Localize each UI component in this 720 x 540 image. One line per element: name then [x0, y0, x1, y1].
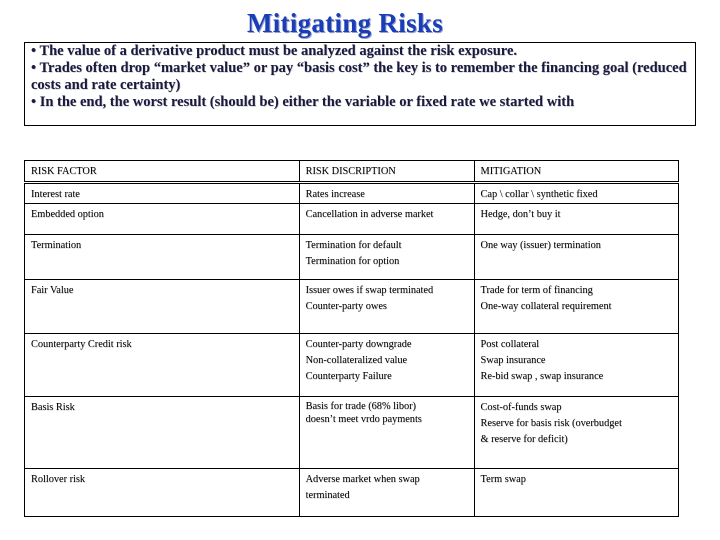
mitigation-cell	[474, 468, 678, 516]
description-line: Cancellation in adverse market	[305, 209, 434, 221]
mitigation-line: Term swap	[480, 473, 526, 485]
description-line: Termination for default	[305, 240, 402, 252]
description-line: Counter-party owes	[305, 301, 387, 313]
risk-factor-cell: Interest rate	[25, 182, 300, 204]
mitigation-line: Swap insurance	[480, 354, 546, 366]
mitigation-cell	[474, 182, 678, 204]
mitigation-line: Re-bid swap , swap insurance	[480, 370, 604, 382]
bullet-1: • The value of a derivative product must be analyzed against the risk exposure.	[31, 43, 518, 59]
bullet-2: • Trades often drop “market value” or pay “basis cost” the key is to remember the financing goal (reduced costs and rate certainty)	[31, 60, 687, 93]
risk-description-cell	[299, 333, 474, 396]
mitigation-cell	[474, 396, 678, 468]
description-line: Non-collateralized value	[305, 354, 408, 366]
table-row	[25, 468, 679, 516]
risk-factor-cell: Embedded option	[25, 204, 300, 235]
page-title: Mitigating Risks	[246, 8, 444, 38]
mitigation-line: Cost-of-funds swap	[480, 401, 562, 413]
description-line: doesn’t meet vrdo payments	[305, 413, 422, 425]
risk-description-cell	[299, 396, 474, 468]
risk-description-cell	[299, 468, 474, 516]
description-line: Adverse market when swap	[305, 473, 420, 485]
risk-description-cell	[299, 280, 474, 334]
header-risk-description: RISK DISCRIPTION	[299, 161, 474, 183]
risk-factor-cell: Counterparty Credit risk	[25, 333, 300, 396]
mitigation-cell	[474, 235, 678, 280]
table-row	[25, 333, 679, 396]
risk-factor-cell: Rollover risk	[25, 468, 300, 516]
table-row	[25, 280, 679, 334]
description-line: Issuer owes if swap terminated	[305, 285, 434, 297]
description-line: Termination for option	[305, 256, 400, 268]
mitigation-line: Hedge, don’t buy it	[480, 209, 561, 221]
risk-description-cell	[299, 204, 474, 235]
summary-box	[24, 42, 696, 126]
risk-description-cell	[299, 182, 474, 204]
mitigation-cell	[474, 204, 678, 235]
mitigation-line: Post collateral	[480, 338, 540, 350]
table-row	[25, 204, 679, 235]
mitigation-line: Reserve for basis risk (overbudget	[480, 417, 622, 429]
mitigation-line: One way (issuer) termination	[480, 240, 601, 252]
mitigation-line: & reserve for deficit)	[480, 433, 568, 445]
description-line: Counterparty Failure	[305, 370, 392, 382]
risk-description-cell	[299, 235, 474, 280]
mitigation-line: Trade for term of financing	[480, 285, 593, 297]
risk-factor-cell: Basis Risk	[25, 396, 300, 468]
risk-factor-cell: Fair Value	[25, 280, 300, 334]
header-mitigation: MITIGATION	[474, 161, 678, 183]
table-row	[25, 182, 679, 204]
risk-table	[24, 160, 679, 517]
risk-factor-cell: Termination	[25, 235, 300, 280]
mitigation-line: One-way collateral requirement	[480, 301, 612, 313]
table-row	[25, 396, 679, 468]
description-line: Counter-party downgrade	[305, 338, 412, 350]
header-risk-factor: RISK FACTOR	[25, 161, 300, 183]
description-line: terminated	[305, 489, 350, 501]
description-line: Rates increase	[305, 188, 365, 200]
mitigation-cell	[474, 280, 678, 334]
bullet-3: • In the end, the worst result (should be) either the variable or fixed rate we started with	[31, 94, 575, 110]
description-line: Basis for trade (68% libor)	[305, 400, 416, 412]
mitigation-line: Cap \ collar \ synthetic fixed	[480, 188, 598, 200]
table-header-row	[25, 161, 679, 183]
mitigation-cell	[474, 333, 678, 396]
table-row	[25, 235, 679, 280]
